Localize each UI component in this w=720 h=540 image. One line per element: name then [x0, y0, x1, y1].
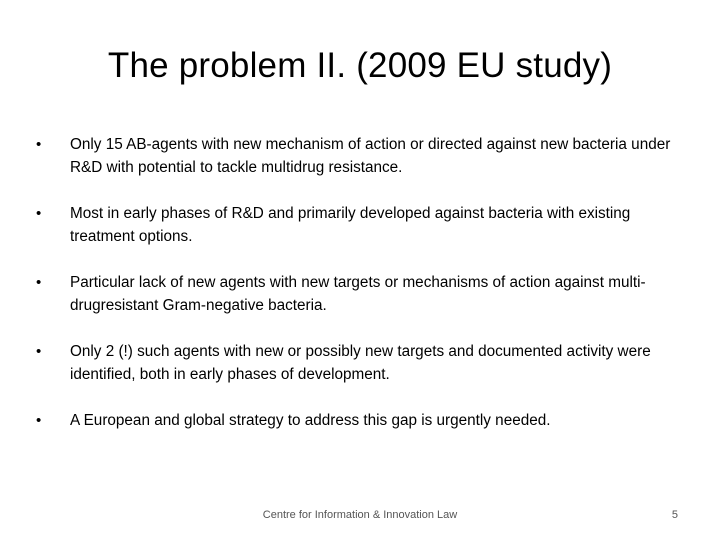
bullet-item	[36, 341, 696, 386]
bullet-text: Most in early phases of R&D and primarily developed against bacteria with existing treatment options.	[70, 205, 631, 245]
bullet-text: Only 15 AB-agents with new mechanism of action or directed against new bacteria under R&D with potential to tackle multidrug resistance.	[70, 136, 671, 176]
footer-text: Centre for Information & Innovation Law	[262, 509, 458, 521]
bullet-text: Particular lack of new agents with new targets or mechanisms of action against multi-drugresistant Gram-negative bacteria.	[70, 274, 646, 314]
bullet-dot-icon: •	[36, 136, 42, 153]
bullet-item	[36, 203, 696, 248]
bullet-item	[36, 134, 696, 179]
bullet-dot-icon: •	[36, 412, 42, 429]
bullet-dot-icon: •	[36, 274, 42, 291]
page-number: 5	[671, 509, 678, 521]
bullet-item	[36, 272, 696, 317]
bullet-list	[36, 134, 696, 457]
bullet-dot-icon: •	[36, 343, 42, 360]
bullet-dot-icon: •	[36, 205, 42, 222]
bullet-text: A European and global strategy to address this gap is urgently needed.	[70, 412, 551, 429]
bullet-item	[36, 410, 696, 433]
slide-title: The problem II. (2009 EU study)	[107, 46, 613, 85]
bullet-text: Only 2 (!) such agents with new or possibly new targets and documented activity were identified, both in early phases of development.	[70, 343, 651, 383]
slide-footer	[0, 505, 720, 525]
